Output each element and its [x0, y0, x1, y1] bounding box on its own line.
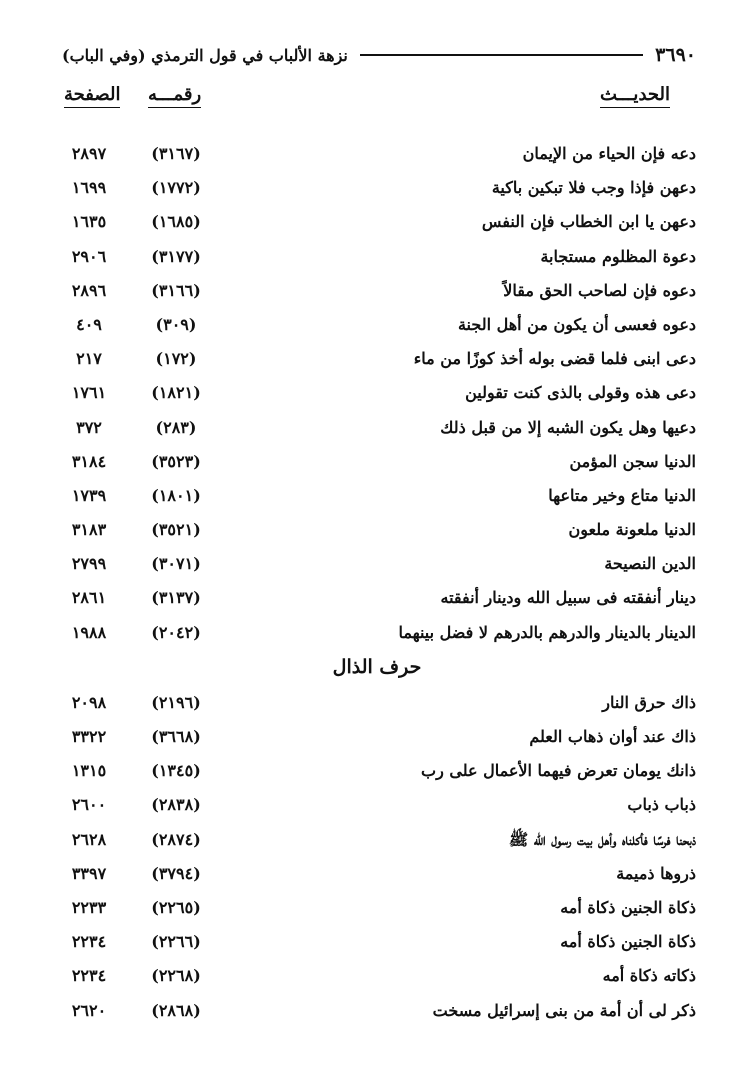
hadith-number: (١٧٧٢) [151, 178, 201, 198]
hadith-number: (٢٨٣) [155, 417, 197, 437]
hadith-number: (٣٠٧١) [151, 554, 201, 574]
column-header-page: الصفحة [64, 84, 120, 108]
index-entry-row [0, 997, 754, 1031]
hadith-text: ذاك حرق النار [602, 692, 696, 712]
page-ref: ٣٣٢٢ [71, 727, 107, 746]
entries-group-dal [0, 140, 754, 653]
header-rule [360, 54, 643, 56]
index-entry-row [0, 962, 754, 996]
hadith-text: دعه فإن الحياء من الإيمان [522, 144, 696, 163]
section-heading-row [0, 653, 754, 689]
hadith-text: دعوه فعسى أن يكون من أهل الجنة [457, 314, 696, 334]
index-entry-row [0, 277, 754, 311]
hadith-number: (١٦٨٥) [151, 212, 201, 232]
hadith-text: ذبحنا فرسًا فأكلناه وأهل بيت رسول الله ﷺ [508, 829, 696, 849]
column-header-hadith: الحديـــث [600, 84, 670, 108]
hadith-text: دعهن فإذا وجب فلا تبكين باكية [491, 178, 696, 198]
hadith-text: ذباب ذباب [627, 795, 696, 815]
index-entry-row [0, 208, 754, 242]
hadith-text: ذكاة الجنين ذكاة أمه [560, 897, 696, 917]
page-ref: ٢٢٣٣ [71, 897, 107, 917]
hadith-text: ذكاته ذكاة أمه [602, 966, 696, 986]
hadith-text: دعوه فإن لصاحب الحق مقالاً [503, 280, 696, 300]
page-ref: ١٧٣٩ [71, 485, 107, 505]
index-entry-row [0, 516, 754, 550]
hadith-text: دعيها وهل يكون الشبه إلا من قبل ذلك [440, 417, 696, 437]
hadith-number: (٢٢٦٦) [151, 932, 201, 952]
hadith-text: الدين النصيحة [604, 554, 696, 574]
page-ref: ٢٩٠٦ [71, 246, 107, 266]
page-ref: ٢٦٠٠ [71, 795, 107, 815]
index-entry-row [0, 723, 754, 757]
section-heading-dhal: حرف الذال [332, 655, 422, 678]
page-ref: ٢٧٩٩ [71, 554, 107, 574]
hadith-text: الدنيا ملعونة ملعون [568, 520, 696, 540]
page-ref: ٤٠٩ [76, 314, 102, 334]
column-header-number: رقمـــه [148, 84, 201, 108]
index-entry-row [0, 757, 754, 791]
hadith-number: (١٧٢) [155, 349, 197, 369]
index-entry-row [0, 379, 754, 413]
page-ref: ٢٨٩٦ [71, 280, 107, 300]
header-title: نزهة الألباب في قول الترمذي (وفي الباب) [62, 45, 348, 65]
hadith-number: (٢٨٧٤) [151, 829, 201, 849]
page-ref: ٢٦٢٨ [71, 829, 107, 849]
hadith-number: (٣١٦٧) [151, 144, 201, 163]
hadith-number: (٢٠٤٢) [151, 622, 201, 642]
hadith-text: ذكر لى أن أمة من بنى إسرائيل مسخت [432, 1000, 696, 1020]
hadith-number: (١٨٢١) [151, 383, 201, 403]
index-entry-row [0, 584, 754, 618]
index-entry-row [0, 311, 754, 345]
page-ref: ٢٢٣٤ [71, 932, 107, 952]
page-ref: ١٩٨٨ [71, 622, 107, 642]
page-ref: ١٣١٥ [71, 761, 107, 781]
hadith-number: (٢٨٣٨) [151, 795, 201, 815]
index-entry-row [0, 791, 754, 825]
index-entry-row [0, 414, 754, 448]
hadith-text: ذروها ذميمة [616, 863, 696, 883]
index-entry-row [0, 894, 754, 928]
hadith-number: (١٣٤٥) [151, 761, 201, 781]
index-entry-row [0, 928, 754, 962]
hadith-number: (٢٢٦٥) [151, 897, 201, 917]
hadith-number: (٣٧٩٤) [151, 863, 201, 883]
index-rows [0, 140, 754, 1031]
hadith-text: الدنيا متاع وخير متاعها [548, 485, 696, 505]
hadith-text: دعى ابنى فلما قضى بوله أخذ كوزًا من ماء [413, 349, 696, 369]
index-entry-row [0, 140, 754, 174]
hadith-text: دينار أنفقته فى سبيل الله ودينار أنفقته [440, 588, 696, 608]
hadith-number: (٣٦٦٨) [151, 727, 201, 746]
hadith-number: (٢٨٦٨) [151, 1000, 201, 1020]
hadith-text: دعى هذه وقولى بالذى كنت تقولين [465, 383, 696, 403]
entries-group-dhal [0, 689, 754, 1031]
hadith-number: (٣١٧٧) [151, 246, 201, 266]
hadith-text: ذكاة الجنين ذكاة أمه [560, 932, 696, 952]
page-ref: ٣١٨٤ [71, 451, 107, 471]
hadith-number: (١٨٠١) [151, 485, 201, 505]
hadith-number: (٢٢٦٨) [151, 966, 201, 986]
page-ref: ٣٧٢ [76, 417, 102, 437]
hadith-number: (٣١٦٦) [151, 280, 201, 300]
page-number: ٣٦٩٠ [655, 44, 696, 66]
index-entry-row [0, 860, 754, 894]
hadith-text: ذاك عند أوان ذهاب العلم [529, 727, 696, 746]
hadith-text: الدينار بالدينار والدرهم بالدرهم لا فضل بينهما [398, 622, 696, 642]
hadith-number: (٣٠٩) [155, 314, 197, 334]
page-ref: ١٦٩٩ [71, 178, 107, 198]
page-ref: ٢٦٢٠ [71, 1000, 107, 1020]
page-ref: ٢١٧ [76, 349, 102, 369]
hadith-number: (٣٥٢١) [151, 520, 201, 540]
page-ref: ٣٣٩٧ [71, 863, 107, 883]
page-ref: ٢٨٦١ [71, 588, 107, 608]
index-entry-row [0, 482, 754, 516]
hadith-text: ذانك يومان تعرض فيهما الأعمال على رب [421, 761, 696, 781]
index-entry-row [0, 243, 754, 277]
hadith-text: دعوة المظلوم مستجابة [540, 246, 696, 266]
page-ref: ٣١٨٣ [71, 520, 107, 540]
hadith-text: دعهن يا ابن الخطاب فإن النفس [481, 212, 696, 232]
index-entry-row [0, 826, 754, 860]
page-ref: ٢٢٣٤ [71, 966, 107, 986]
page-ref: ٢٠٩٨ [71, 692, 107, 712]
index-entry-row [0, 174, 754, 208]
hadith-number: (٣١٣٧) [151, 588, 201, 608]
page-ref: ١٦٣٥ [71, 212, 107, 232]
index-entry-row [0, 619, 754, 653]
index-entry-row [0, 345, 754, 379]
page-ref: ٢٨٩٧ [71, 144, 107, 163]
hadith-text: الدنيا سجن المؤمن [569, 451, 696, 471]
index-entry-row [0, 448, 754, 482]
hadith-number: (٢١٩٦) [151, 692, 201, 712]
hadith-number: (٣٥٢٣) [151, 451, 201, 471]
running-header [62, 40, 696, 70]
index-entry-row [0, 550, 754, 584]
index-entry-row [0, 689, 754, 723]
page-ref: ١٧٦١ [71, 383, 107, 403]
